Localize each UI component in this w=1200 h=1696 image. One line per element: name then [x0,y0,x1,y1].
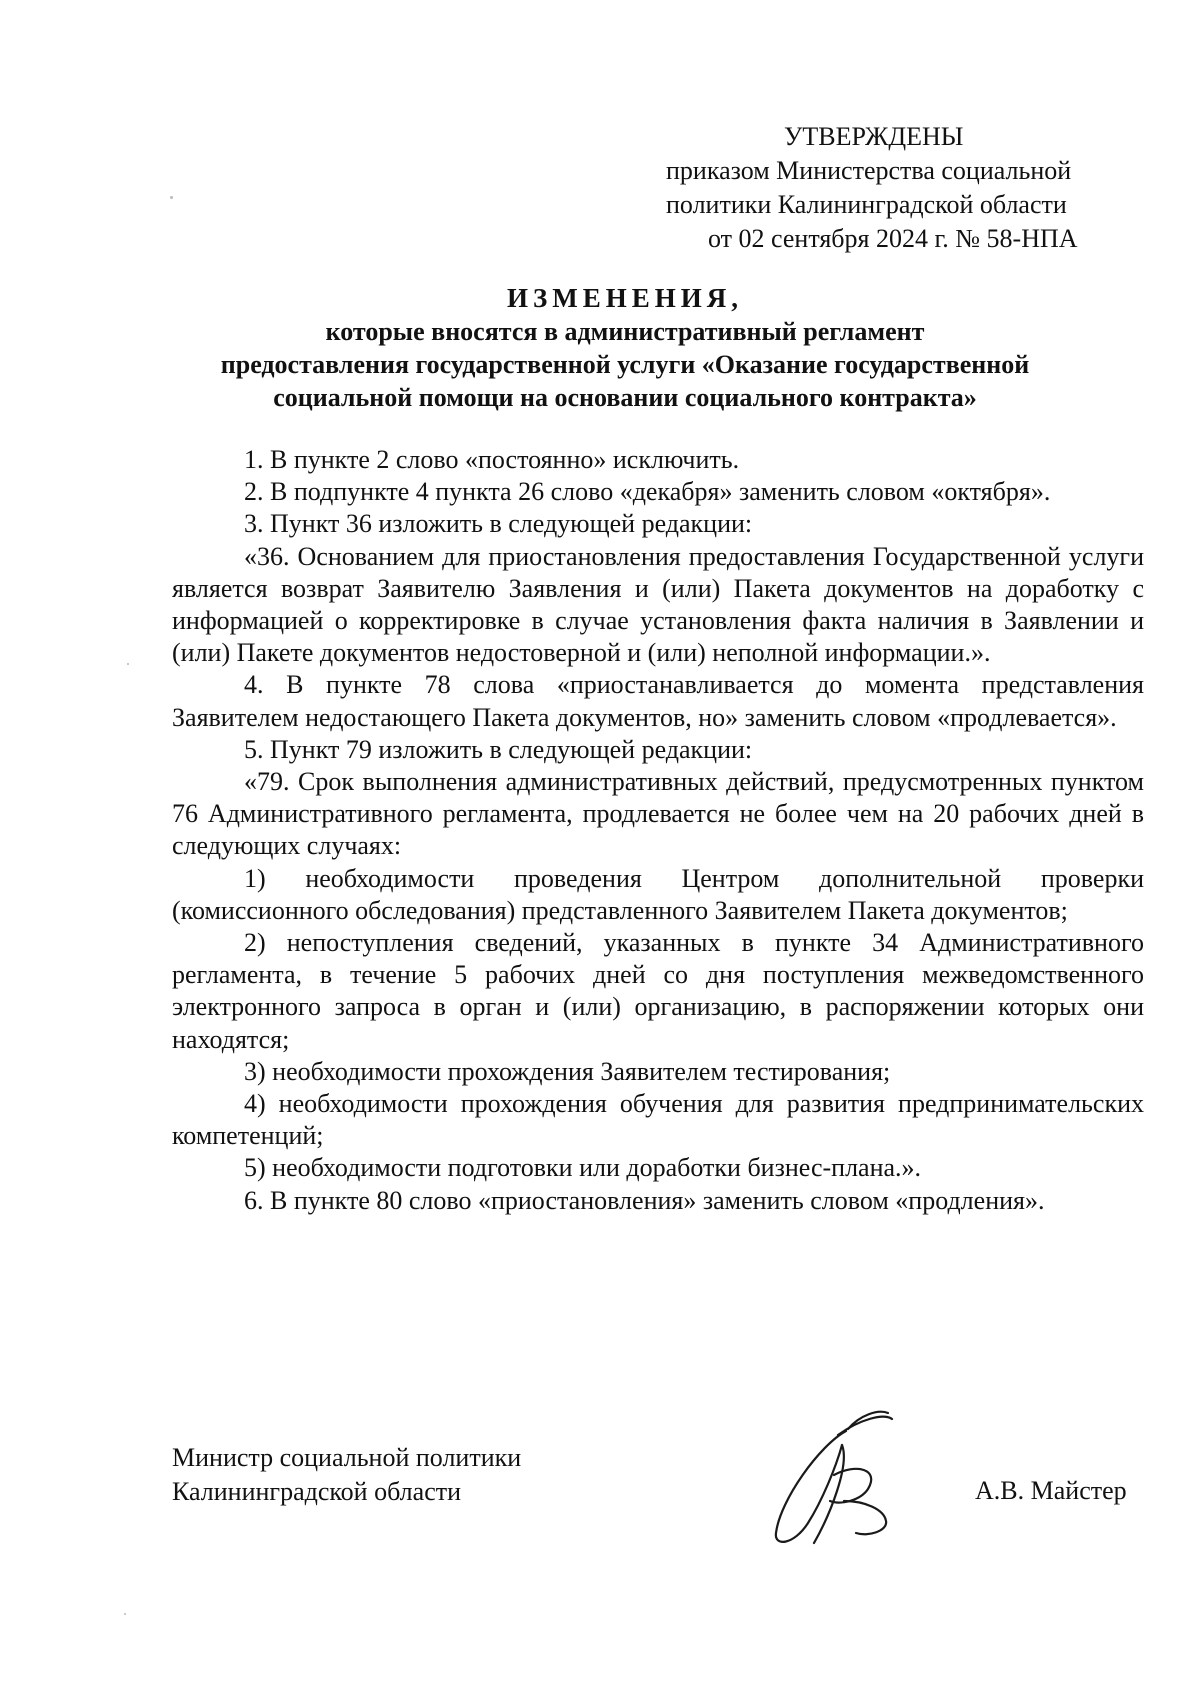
heading-line: социальной помощи на основании социального контракта» [273,383,977,412]
scan-speck [170,196,173,199]
handwritten-signature [760,1405,920,1555]
scan-speck [124,1613,126,1615]
paragraph: 3) необходимости прохождения Заявителем тестирования; [244,1056,891,1086]
signer-position-line: Калининградской области [172,1477,462,1506]
paragraph: «36. Основанием для приостановления предоставления Государственной услуги является возврат Заявителю Заявления и (или) Пакета документов на доработку с информацией о корректировке в случае установления факта наличия в Заявлении и (или) Пакете документов недостоверной и (или) неполной информации.». [172,541,1144,668]
document-heading [170,282,1080,414]
heading-line: предоставления государственной услуги «Оказание государственной [220,350,1030,379]
paragraph: 4) необходимости прохождения обучения для развития предпринимательских компетенций; [172,1089,1144,1151]
signer-name: А.В. Майстер [975,1476,1127,1505]
signer-position-line: Министр социальной политики [172,1443,522,1472]
document-body [172,444,1144,1217]
scan-speck [127,663,129,665]
paragraph: 2) непоступления сведений, указанных в пункте 34 Административного регламента, в течение 5 рабочих дней со дня поступления межведомственного электронного запроса в орган и (или) организацию, в распоряжении которых они находятся; [172,928,1144,1054]
signer-position [172,1441,521,1509]
paragraph: 1) необходимости проведения Центром дополнительной проверки (комиссионного обследования) представленного Заявителем Пакета документов; [172,863,1144,925]
approval-title: УТВЕРЖДЕНЫ [784,122,964,151]
paragraph: 6. В пункте 80 слово «приостановления» заменить словом «продления». [244,1185,1045,1215]
paragraph: 5) необходимости подготовки или доработки бизнес-плана.». [244,1153,922,1183]
approval-line: от 02 сентября 2024 г. № 58-НПА [708,224,1078,253]
heading-line: которые вносятся в административный регламент [325,317,925,346]
paragraph: «79. Срок выполнения административных действий, предусмотренных пунктом 76 Административного регламента, продлевается не более чем на 20 рабочих дней в следующих случаях: [172,767,1144,861]
paragraph: 3. Пункт 36 изложить в следующей редакции: [244,509,753,539]
paragraph: 2. В подпункте 4 пункта 26 слово «декабря» заменить словом «октября». [244,477,1051,507]
approval-block [666,120,1126,256]
paragraph: 1. В пункте 2 слово «постоянно» исключить. [244,445,740,474]
heading-title: ИЗМЕНЕНИЯ, [506,283,743,313]
paragraph: 5. Пункт 79 изложить в следующей редакции: [244,734,753,764]
approval-line: приказом Министерства социальной [666,156,1072,185]
approval-line: политики Калининградской области [666,190,1067,219]
paragraph: 4. В пункте 78 слова «приостанавливается до момента представления Заявителем недостающего Пакета документов, но» заменить словом «продлевается». [172,670,1144,732]
